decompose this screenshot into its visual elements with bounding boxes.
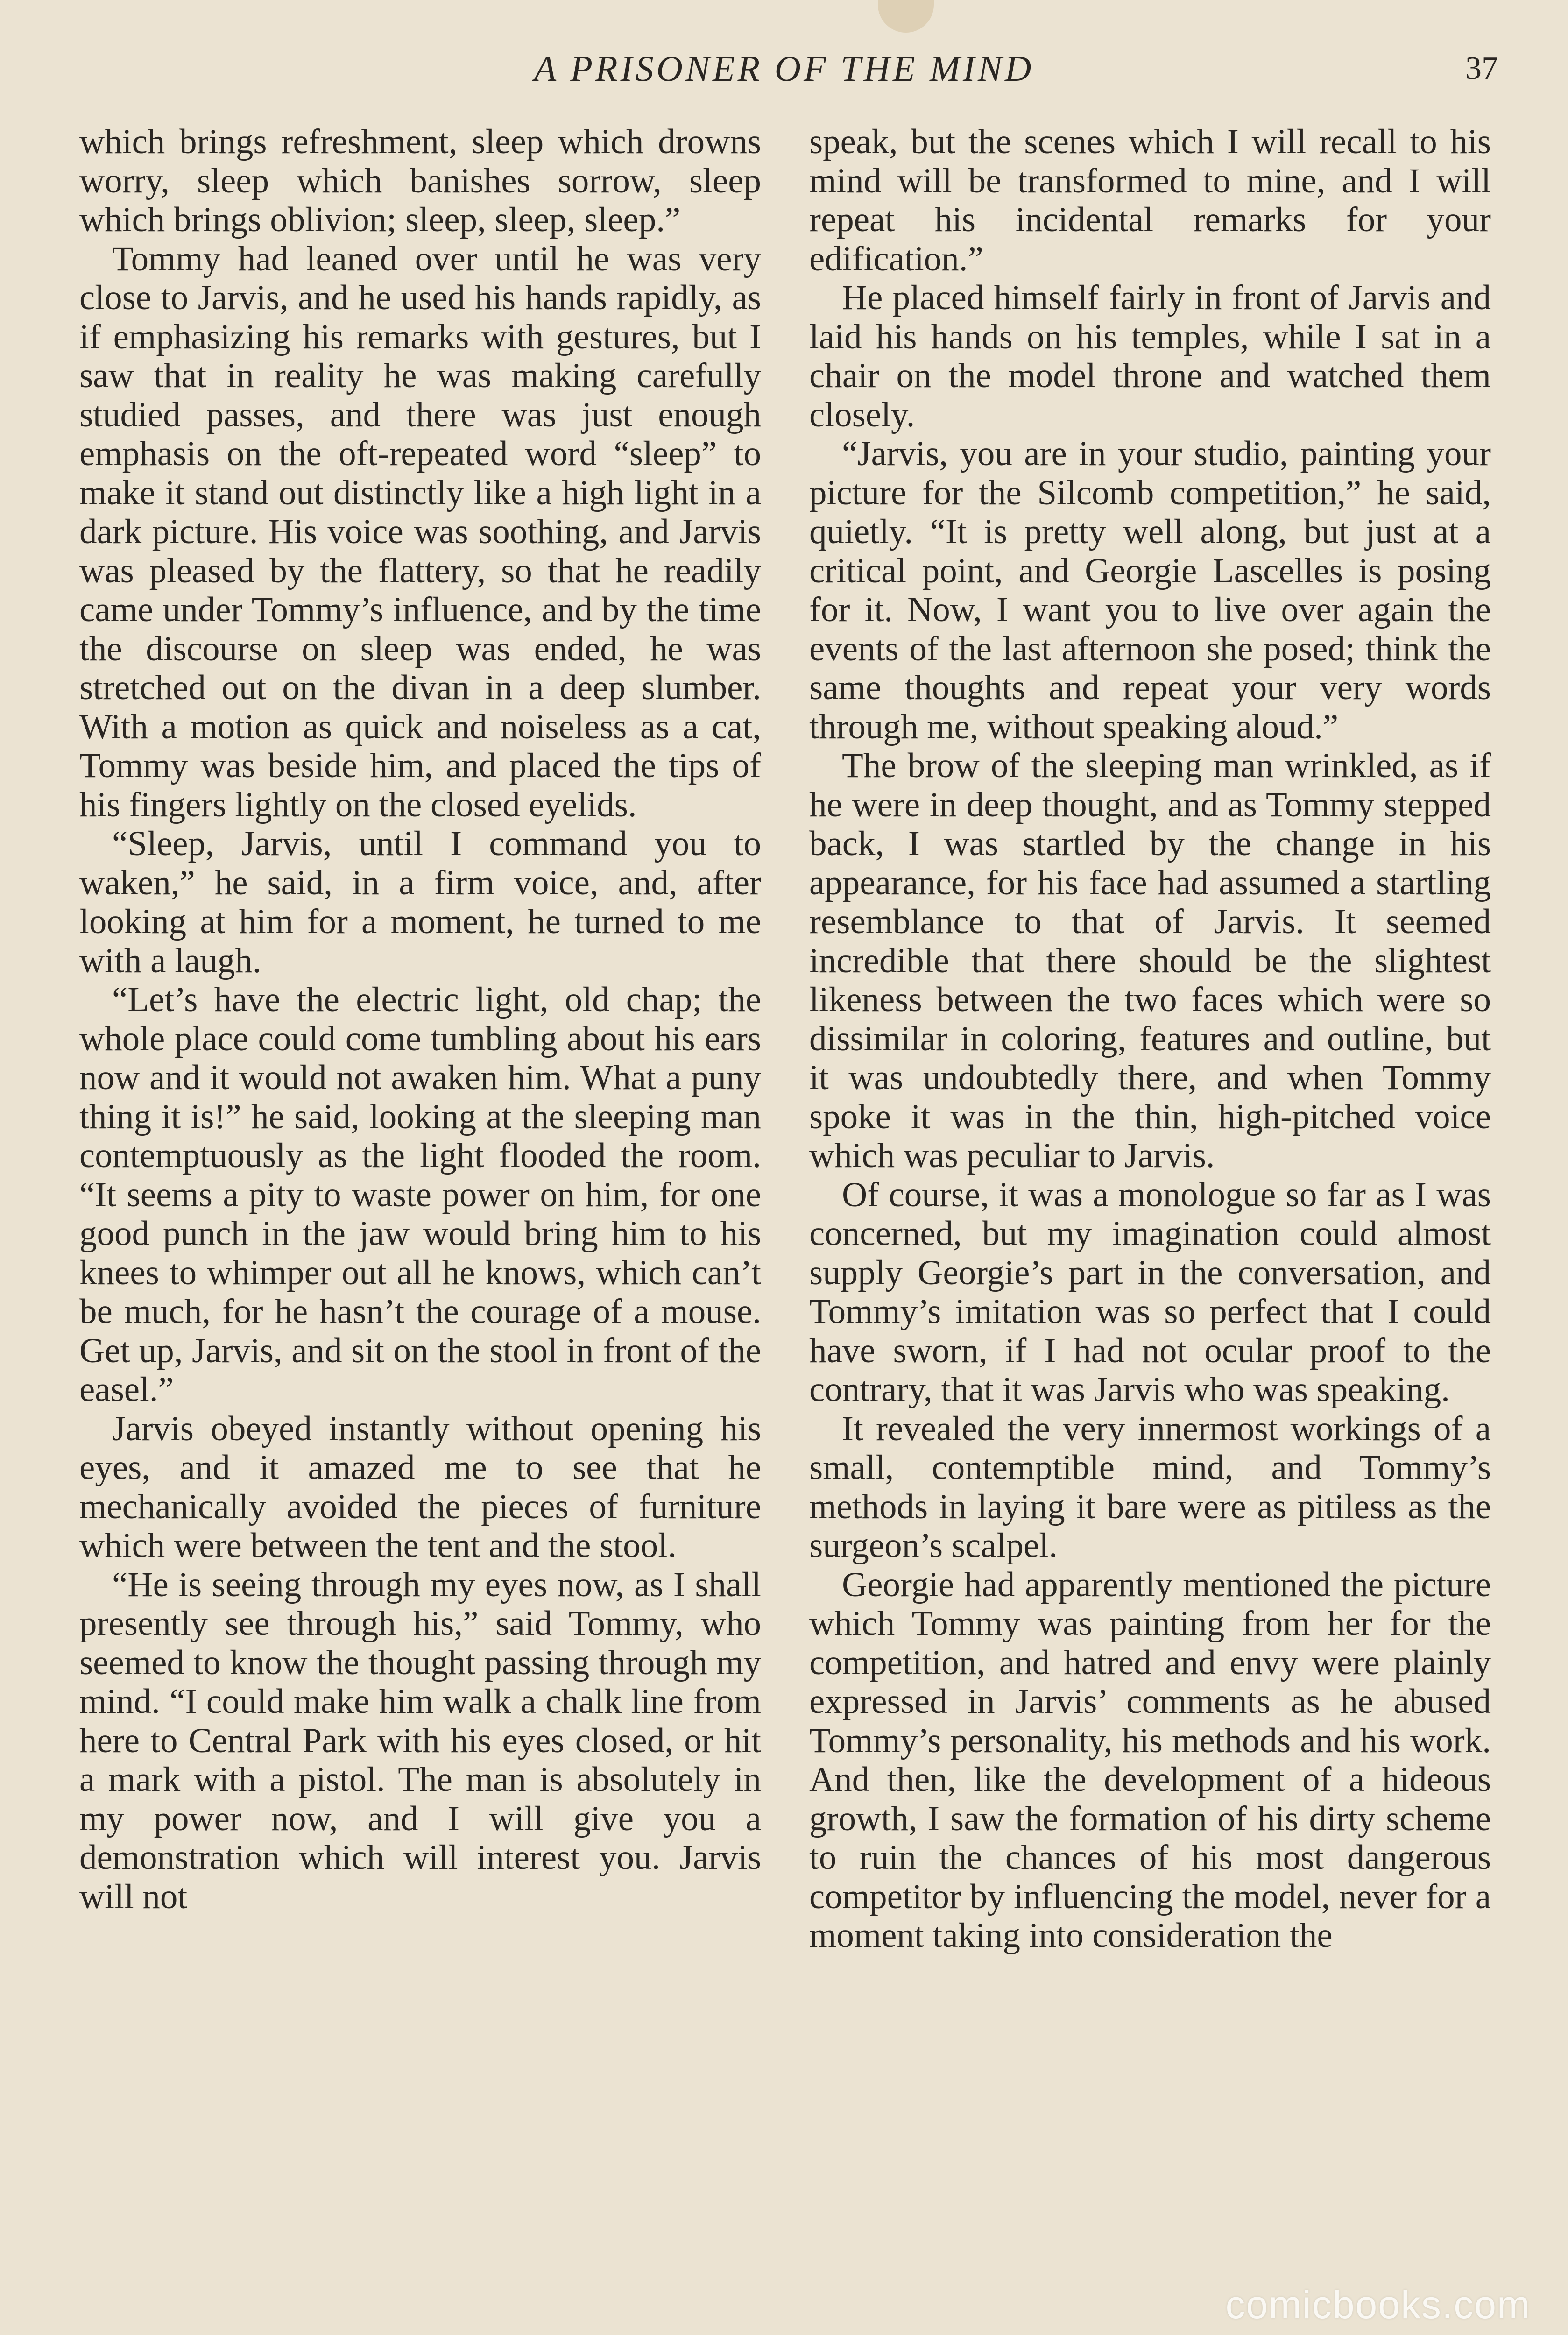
- paragraph: “Jarvis, you are in your studio, painting your picture for the Silcomb competition,” he said, quietly. “It is pretty well along, but just at a critical point, and Georgie Lascelles is posing for it. Now, I want you to live over again the events of the last afternoon she posed; think the same thoughts and repeat your very words through me, without speaking aloud.”: [809, 434, 1491, 746]
- paragraph: “Sleep, Jarvis, until I command you to waken,” he said, in a firm voice, and, after looking at him for a moment, he turned to me with a laugh.: [79, 824, 761, 980]
- paragraph: Tommy had leaned over until he was very close to Jarvis, and he used his hands rapidly, as if emphasizing his remarks with gestures, but I saw that in reality he was making carefully studied passes, and there was just enough emphasis on the oft-repeated word “sleep” to make it stand out distinctly like a high light in a dark picture. His voice was soothing, and Jarvis was pleased by the flattery, so that he readily came under Tommy’s influence, and by the time the discourse on sleep was ended, he was stretched out on the divan in a deep slumber. With a motion as quick and noiseless as a cat, Tommy was beside him, and placed the tips of his fingers lightly on the closed eyelids.: [79, 239, 761, 824]
- paragraph: Georgie had apparently mentioned the picture which Tommy was painting from her for the competition, and hatred and envy were plainly expressed in Jarvis’ comments as he abused Tommy’s personality, his methods and his work. And then, like the development of a hideous growth, I saw the formation of his dirty scheme to ruin the chances of his most dangerous competitor by influencing the model, never for a moment taking into consideration the: [809, 1565, 1491, 1955]
- left-text-column: [79, 122, 761, 2280]
- paragraph: He placed himself fairly in front of Jarvis and laid his hands on his temples, while I sat in a chair on the model throne and watched them closely.: [809, 278, 1491, 434]
- right-text-column: [809, 122, 1491, 2280]
- paragraph: which brings refreshment, sleep which drowns worry, sleep which banishes sorrow, sleep which brings oblivion; sleep, sleep, sleep.”: [79, 122, 761, 239]
- paragraph: Of course, it was a monologue so far as I was concerned, but my imagination could almost supply Georgie’s part in the conversation, and Tommy’s imitation was so perfect that I could have sworn, if I had not ocular proof to the contrary, that it was Jarvis who was speaking.: [809, 1175, 1491, 1409]
- paragraph: The brow of the sleeping man wrinkled, as if he were in deep thought, and as Tommy stepped back, I was startled by the change in his appearance, for his face had assumed a startling resemblance to that of Jarvis. It seemed incredible that there should be the slightest likeness between the two faces which were so dissimilar in coloring, features and outline, but it was undoubtedly there, and when Tommy spoke it was in the thin, high-pitched voice which was peculiar to Jarvis.: [809, 746, 1491, 1175]
- paragraph: It revealed the very innermost workings of a small, contemptible mind, and Tommy’s methods in laying it bare were as pitiless as the surgeon’s scalpel.: [809, 1409, 1491, 1565]
- paragraph: “Let’s have the electric light, old chap; the whole place could come tumbling about his ears now and it would not awaken him. What a puny thing it is!” he said, looking at the sleeping man contemptuously as the light flooded the room. “It seems a pity to waste power on him, for one good punch in the jaw would bring him to his knees to whimper out all he knows, which can’t be much, for he hasn’t the courage of a mouse. Get up, Jarvis, and sit on the stool in front of the easel.”: [79, 980, 761, 1409]
- paragraph: speak, but the scenes which I will recall to his mind will be transformed to mine, and I will repeat his incidental remarks for your edification.”: [809, 122, 1491, 278]
- running-head: [0, 43, 1568, 94]
- paper-stain: [878, 0, 934, 33]
- page-number: 37: [1465, 50, 1498, 86]
- running-title: A PRISONER OF THE MIND: [534, 48, 1034, 89]
- paragraph: Jarvis obeyed instantly without opening his eyes, and it amazed me to see that he mechanically avoided the pieces of furniture which were between the tent and the stool.: [79, 1409, 761, 1565]
- watermark: comicbooks.com: [1225, 2283, 1531, 2327]
- paragraph: “He is seeing through my eyes now, as I shall presently see through his,” said Tommy, who seemed to know the thought passing through my mind. “I could make him walk a chalk line from here to Central Park with his eyes closed, or hit a mark with a pistol. The man is absolutely in my power now, and I will give you a demonstration which will interest you. Jarvis will not: [79, 1565, 761, 1916]
